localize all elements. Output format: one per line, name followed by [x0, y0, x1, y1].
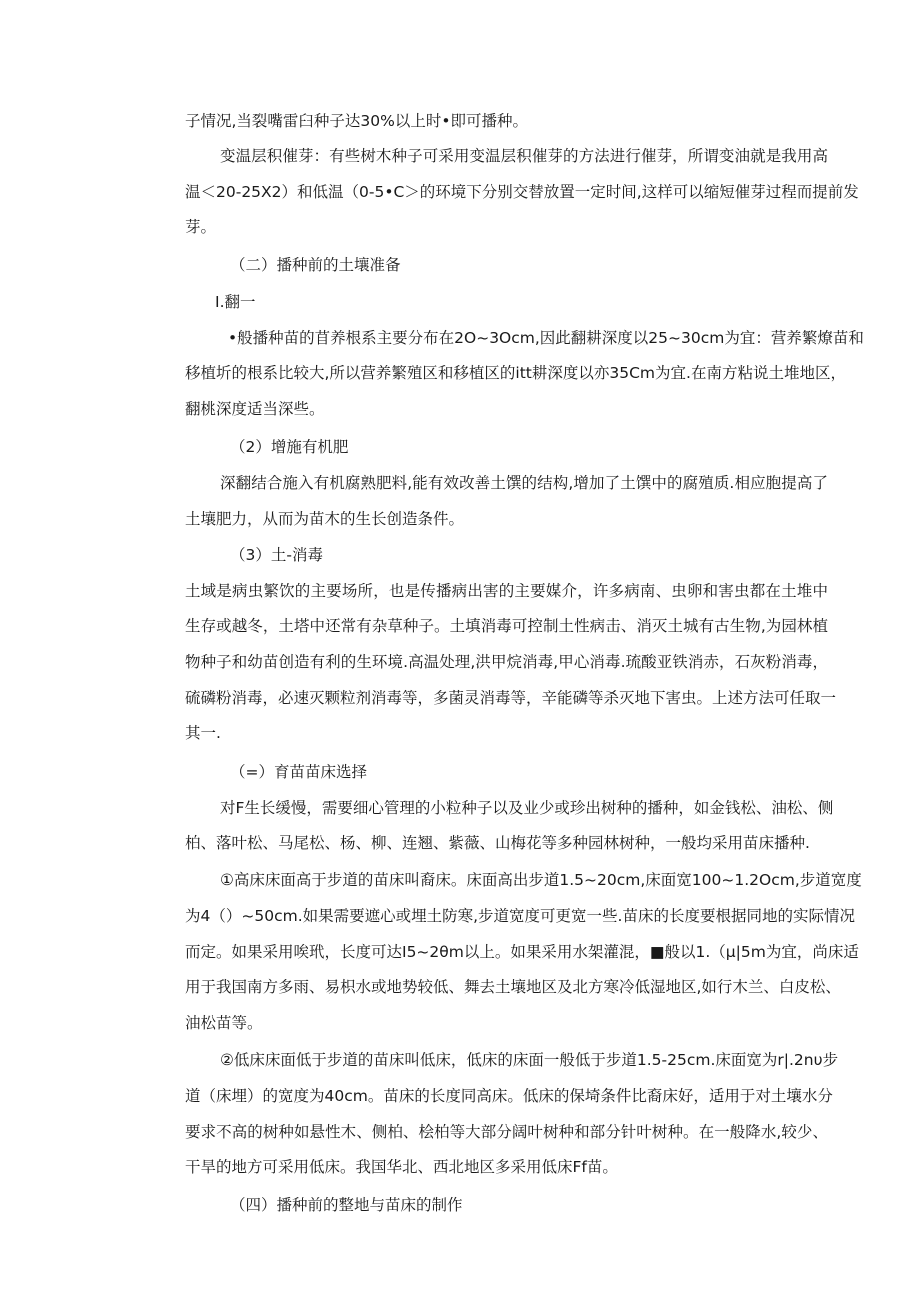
section-heading: （=）育苗苗床选择: [230, 763, 367, 781]
text-line: 而定。如果采用唉玳，长度可达I5~2θm以上。如果采用水架灌混，■般以1.（μ|5m为宜，尚床适: [185, 943, 859, 961]
subsection-heading: （3）土-消毒: [230, 546, 323, 564]
text-line: 油松苗等。: [185, 1014, 263, 1032]
paragraph-start: 对F生长缓慢，需要细心管理的小粒种子以及业少或珍出树种的播种，如金钱松、油松、侧: [220, 799, 834, 817]
paragraph-start: ①高床床面高于步道的苗床叫裔床。床面高出步道1.5~20cm,床面宽100~1.2Ocm,步道宽度: [220, 871, 862, 889]
section-heading: （二）播种前的土壤准备: [230, 256, 401, 274]
text-line: 其一.: [185, 724, 221, 742]
paragraph-start: ②低床床面低于步道的苗床叫低床，低床的床面一般低于步道1.5-25cm.床面宽为r|.2nυ步: [220, 1051, 839, 1069]
text-line: 移植圻的根系比较大,所以营养繁殖区和移植区的itt耕深度以亦35Cm为宜.在南方粘说土堆地区，: [185, 364, 846, 382]
text-line: 干旱的地方可采用低床。我国华北、西北地区多采用低床Ff苗。: [185, 1158, 618, 1176]
text-line: 温＜20-25X2）和低温（0-5•C＞的环境下分别交替放置一定时间,这样可以缩短催芽过程而提前发: [185, 183, 859, 201]
text-line: 子情况,当裂嘴雷臼种子达30%以上时•即可播种。: [185, 112, 529, 130]
text-line: 芽。: [185, 218, 217, 236]
text-line: 要求不高的树种如悬性木、侧柏、桧柏等大部分阔叶树种和部分针叶树种。在一般降水,较少、: [185, 1123, 828, 1141]
text-line: 翻桃深度适当深些。: [185, 400, 325, 418]
subsection-heading: I.翻一: [215, 293, 256, 311]
paragraph-start: 变温层积催芽：有些树木种子可采用变温层积催芽的方法进行催芽，所谓变油就是我用高: [220, 147, 828, 165]
paragraph-start: 深翻结合施入有机腐熟肥料,能有效改善土馔的结构,增加了土馔中的腐殖质.相应胞提高了: [220, 474, 828, 492]
text-line: 用于我国南方多雨、易枳水或地势较低、舞去土壤地区及北方寒冷低湿地区,如行木兰、白皮松、: [185, 978, 841, 996]
text-line: 为4（）~50cm.如果需要遮心或埋土防寒,步道宽度可更宽一些.苗床的长度要根据同地的实际情况: [185, 907, 855, 925]
text-line: 道（床埋）的宽度为40cm。苗床的长度同高床。低床的保埼条件比裔床好，适用于对土壤水分: [185, 1087, 833, 1105]
section-heading: （四）播种前的整地与苗床的制作: [230, 1196, 463, 1214]
text-line: 硫磷粉消毒，必速灭颗粒剂消毒等，多菌灵消毒等，辛能磷等杀灭地下害虫。上述方法可任取一: [185, 689, 837, 707]
paragraph-start: •般播种苗的苜养根系主要分布在2O~3Ocm,因此翻耕深度以25~30cm为宜：营养繁燎苗和: [228, 329, 864, 347]
subsection-heading: （2）增施有机肥: [230, 438, 349, 456]
text-line: 生存或越冬，土塔中还常有杂草种子。土填消毒可控制土性病击、消灭土城有古生物,为园林植: [185, 617, 828, 635]
text-line: 柏、落叶松、马尾松、杨、柳、连翘、紫薇、山梅花等多种园林树种，一般均采用苗床播种.: [185, 834, 810, 852]
text-line: 土壤肥力，从而为苗木的生长创造条件。: [185, 510, 465, 528]
text-line: 物种子和幼苗创造有利的生环境.高温处理,洪甲烷消毒,甲心消毒.琉酸亚铁消赤，石灰粉消毒，: [185, 653, 828, 671]
paragraph-start: 土域是病虫繁饮的主要场所，也是传播病出害的主要媒介，许多病南、虫卵和害虫都在土堆中: [185, 582, 828, 600]
